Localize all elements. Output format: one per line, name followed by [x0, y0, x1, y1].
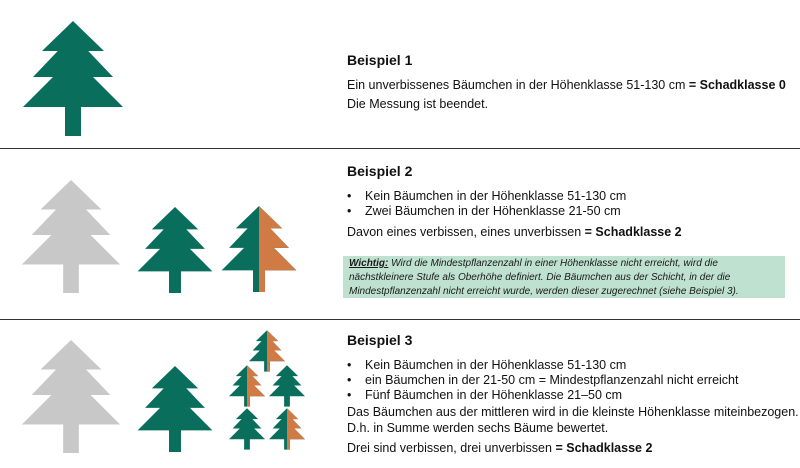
- example-1-line-2: Die Messung ist beendet.: [347, 97, 489, 111]
- tree-gray-large-icon: [21, 340, 121, 453]
- example-3-line-2: D.h. in Summe werden sechs Bäume bewertet.: [347, 421, 609, 435]
- example-3-line-1: Das Bäumchen aus der mittleren wird in die kleinste Höhenklasse miteinbezogen.: [347, 405, 799, 419]
- tree-green-medium-icon: [137, 207, 213, 293]
- example-2-bullet-list: [347, 189, 626, 219]
- tree-green-large-icon: [23, 21, 123, 136]
- list-item: • Zwei Bäumchen in der Höhenklasse 21-50 cm: [347, 204, 626, 219]
- example-3-title: Beispiel 3: [347, 332, 413, 348]
- example-1-section: [0, 0, 800, 148]
- tree-small-browsed-icon: [229, 365, 265, 407]
- list-item: • Kein Bäumchen in der Höhenklasse 51-130 cm: [347, 358, 738, 373]
- example-2-section: [0, 149, 800, 319]
- example-2-summary: Davon eines verbissen, eines unverbissen = Schadklasse 2: [347, 225, 682, 239]
- tree-small-browsed-icon: [269, 408, 305, 450]
- tree-small-green-icon: [269, 365, 305, 407]
- list-item: • ein Bäumchen in der 21-50 cm = Mindestpflanzenzahl nicht erreicht: [347, 373, 738, 388]
- tree-half-browsed-icon: [221, 206, 297, 292]
- note-label: Wichtig:: [349, 258, 389, 269]
- example-1-line-1: Ein unverbissenes Bäumchen in der Höhenklasse 51-130 cm = Schadklasse 0: [347, 78, 786, 92]
- list-item: • Kein Bäumchen in der Höhenklasse 51-130 cm: [347, 189, 626, 204]
- tree-green-medium-icon: [137, 366, 213, 452]
- tree-small-green-icon: [229, 408, 265, 450]
- important-note: Wichtig: Wird die Mindestpflanzenzahl in einer Höhenklasse nicht erreicht, wird die nächstkleinere Stufe als Oberhöhe definiert. Die Bäumchen aus der Schicht, in der die Mindestpflanzenzahl nicht erreicht wurde, werden dieser zugerechnet (siehe Beispiel 3).: [343, 256, 785, 298]
- example-3-bullet-list: [347, 358, 738, 403]
- example-3-section: [0, 320, 800, 468]
- example-1-title: Beispiel 1: [347, 52, 413, 68]
- example-3-summary: Drei sind verbissen, drei unverbissen = Schadklasse 2: [347, 441, 653, 455]
- tree-gray-large-icon: [21, 180, 121, 293]
- example-2-title: Beispiel 2: [347, 163, 413, 179]
- list-item: • Fünf Bäumchen in der Höhenklasse 21–50 cm: [347, 388, 738, 403]
